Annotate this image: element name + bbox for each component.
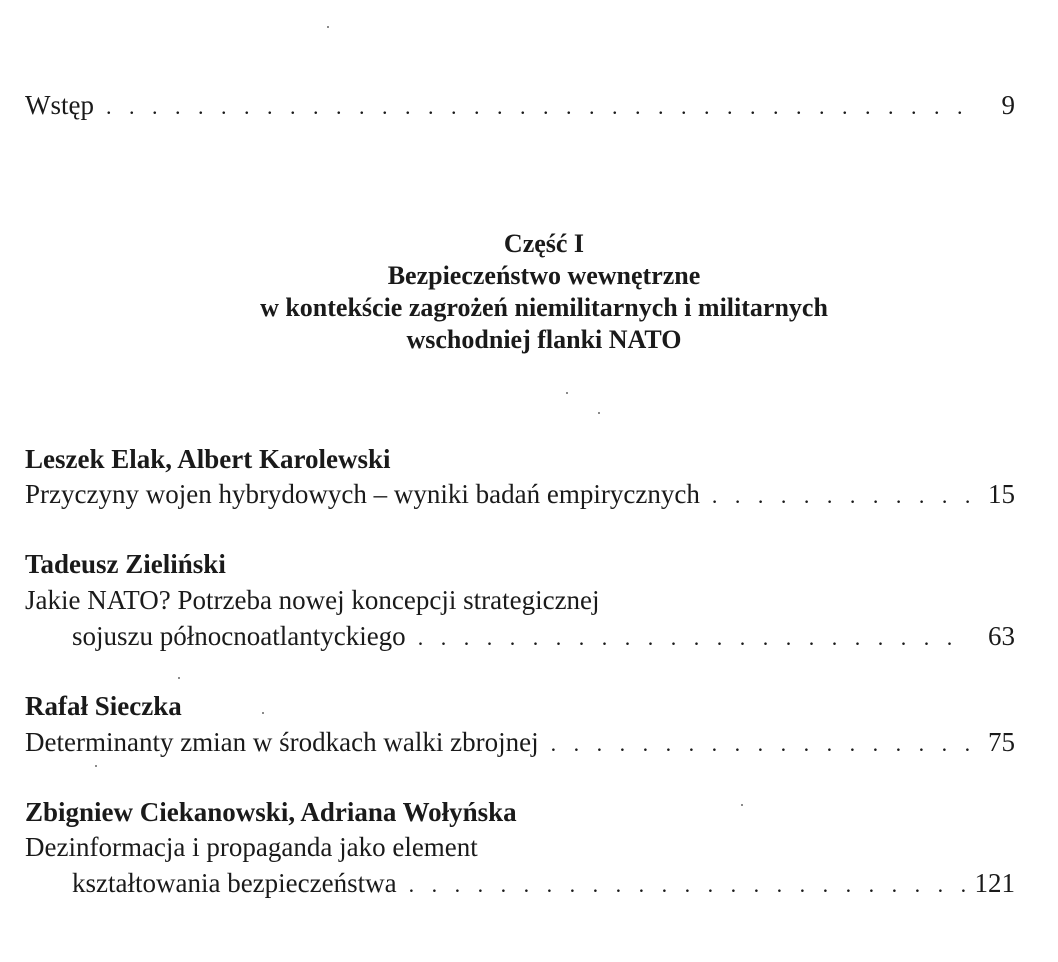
part-label: Część I — [503, 229, 585, 258]
part-heading — [0, 228, 1058, 356]
toc-entry-title-line-1: Jakie NATO? Potrzeba nowej koncepcji strategicznej — [25, 585, 600, 615]
scan-speck — [741, 804, 743, 806]
toc-entry-title-line-1: Dezinformacja i propaganda jako element — [25, 832, 478, 862]
toc-entry-intro — [25, 88, 1015, 124]
toc-page-number: 63 — [988, 621, 1015, 651]
entry-authors: Tadeusz Zieliński — [25, 549, 226, 579]
toc-entry — [25, 725, 1015, 761]
toc-entry-title-line-2: kształtowania bezpieczeństwa — [72, 868, 397, 898]
dot-leader — [409, 868, 967, 902]
toc-entry-title: Wstęp — [25, 90, 94, 120]
entry-authors: Zbigniew Ciekanowski, Adriana Wołyńska — [25, 797, 517, 827]
toc-entry-title: Determinanty zmian w środkach walki zbrojnej — [25, 727, 539, 757]
dot-leader — [418, 621, 971, 655]
toc-entry — [72, 619, 1015, 655]
dot-leader — [712, 479, 971, 513]
entry-authors: Rafał Sieczka — [25, 691, 182, 721]
toc-entry-title-line-2: sojuszu północnoatlantyckiego — [72, 621, 406, 651]
toc-page-number: 9 — [1001, 90, 1015, 120]
toc-page-number: 121 — [974, 868, 1015, 898]
scan-speck — [327, 26, 329, 28]
dot-leader — [551, 727, 971, 761]
part-title-line-2: w kontekście zagrożeń niemilitarnych i militarnych — [260, 293, 828, 322]
part-title-line-1: Bezpieczeństwo wewnętrzne — [387, 261, 701, 290]
scan-speck — [598, 412, 600, 414]
toc-entry — [25, 477, 1015, 513]
entry-authors: Leszek Elak, Albert Karolewski — [25, 444, 391, 474]
scan-speck — [566, 392, 568, 394]
scan-speck — [95, 765, 97, 767]
toc-page-number: 75 — [988, 727, 1015, 757]
toc-entry — [72, 866, 1015, 902]
scan-speck — [178, 677, 180, 679]
dot-leader — [106, 90, 971, 124]
toc-page-number: 15 — [988, 479, 1015, 509]
part-title-line-3: wschodniej flanki NATO — [406, 325, 682, 354]
toc-entry-title: Przyczyny wojen hybrydowych – wyniki badań empirycznych — [25, 479, 700, 509]
scan-speck — [262, 712, 264, 714]
